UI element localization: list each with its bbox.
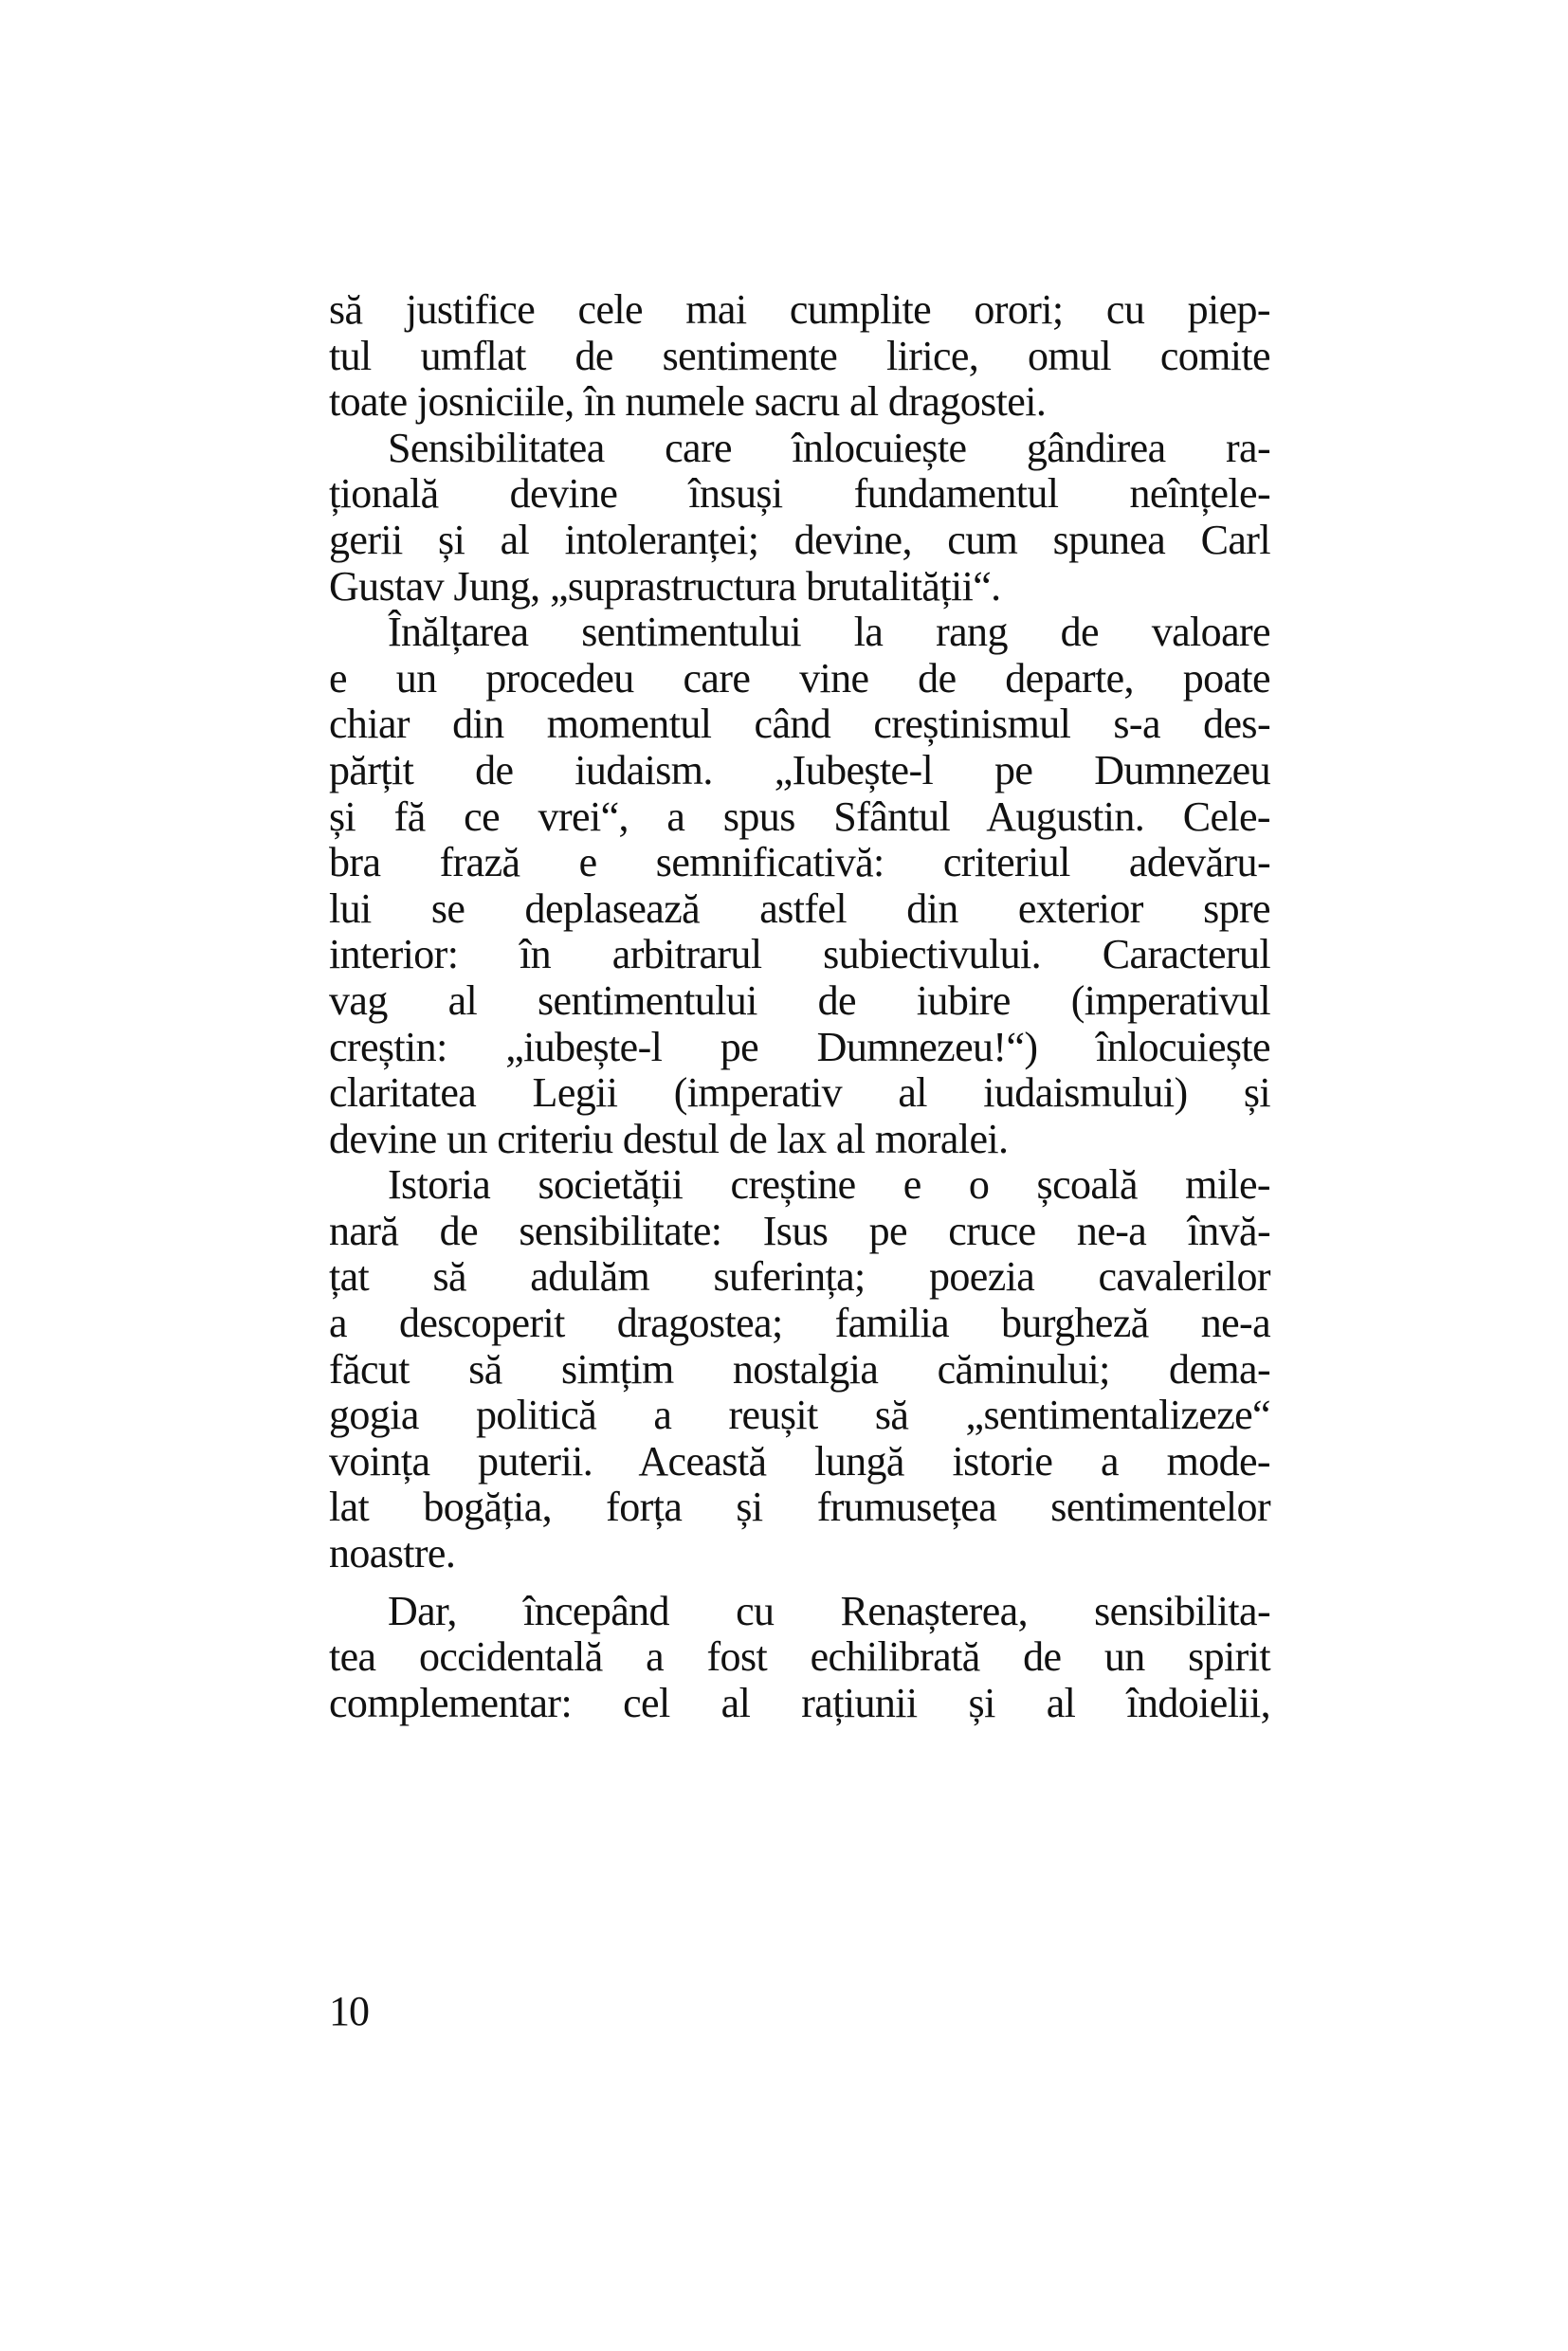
text-line: chiar din momentul când creștinismul s-a des-: [329, 701, 1270, 748]
text-line: noastre.: [329, 1530, 456, 1577]
text-line: tea occidentală a fost echilibrată de un spirit: [329, 1633, 1270, 1681]
paragraph-3: [329, 610, 1270, 1162]
text-line: gerii și al intoleranței; devine, cum spunea Carl: [329, 516, 1270, 563]
paragraph-4: [329, 1162, 1270, 1576]
text-line: toate josniciile, în numele sacru al dragostei.: [329, 378, 1047, 426]
text-line: Dar, începând cu Renașterea, sensibilita-: [388, 1587, 1270, 1634]
text-line: tul umflat de sentimente lirice, omul comite: [329, 332, 1270, 379]
text-line: Sensibilitatea care înlocuiește gândirea ra-: [388, 424, 1270, 471]
text-line: nară de sensibilitate: Isus pe cruce ne-a învă-: [329, 1207, 1270, 1254]
text-line: interior: în arbitrarul subiectivului. Caracterul: [329, 931, 1270, 978]
text-line: creștin: „iubește-l pe Dumnezeu!“) înlocuiește: [329, 1023, 1270, 1070]
text-line: părțit de iudaism. „Iubește-l pe Dumnezeu: [329, 746, 1270, 793]
page-number: 10: [329, 1988, 369, 2034]
text-line: și fă ce vrei“, a spus Sfântul Augustin. Cele-: [329, 793, 1270, 840]
text-line: claritatea Legii (imperativ al iudaismului) și: [329, 1069, 1270, 1117]
text-line: lat bogăția, forța și frumusețea sentimentelor: [329, 1484, 1270, 1531]
text-line: Gustav Jung, „suprastructura brutalității“.: [329, 562, 1001, 610]
paragraph-1: [329, 287, 1270, 426]
text-line: să justifice cele mai cumplite orori; cu piep-: [329, 286, 1270, 333]
text-line: vag al sentimentului de iubire (imperativul: [329, 976, 1270, 1024]
text-line: a descoperit dragostea; familia burgheză ne-a: [329, 1300, 1270, 1347]
text-line: bra frază e semnificativă: criteriul adevăru-: [329, 839, 1270, 886]
text-line: devine un criteriu destul de lax al moralei.: [329, 1115, 1009, 1162]
paragraph-5: [329, 1589, 1270, 1727]
text-line: Istoria societății creștine e o școală mile-: [388, 1161, 1270, 1209]
text-line: țat să adulăm suferința; poezia cavalerilor: [329, 1253, 1270, 1301]
text-line: făcut să simțim nostalgia căminului; dema-: [329, 1345, 1270, 1393]
body-text: [329, 287, 1270, 1726]
text-line: gogia politică a reușit să „sentimentalizeze“: [329, 1392, 1270, 1439]
paragraph-2: [329, 426, 1270, 610]
text-line: e un procedeu care vine de departe, poate: [329, 654, 1270, 702]
text-line: Înălțarea sentimentului la rang de valoare: [388, 609, 1270, 656]
text-line: complementar: cel al rațiunii și al îndoielii,: [329, 1679, 1270, 1726]
text-line: țională devine însuși fundamentul neînțele-: [329, 470, 1270, 518]
text-line: lui se deplasează astfel din exterior spre: [329, 884, 1270, 932]
text-line: voința puterii. Această lungă istorie a mode-: [329, 1437, 1270, 1485]
